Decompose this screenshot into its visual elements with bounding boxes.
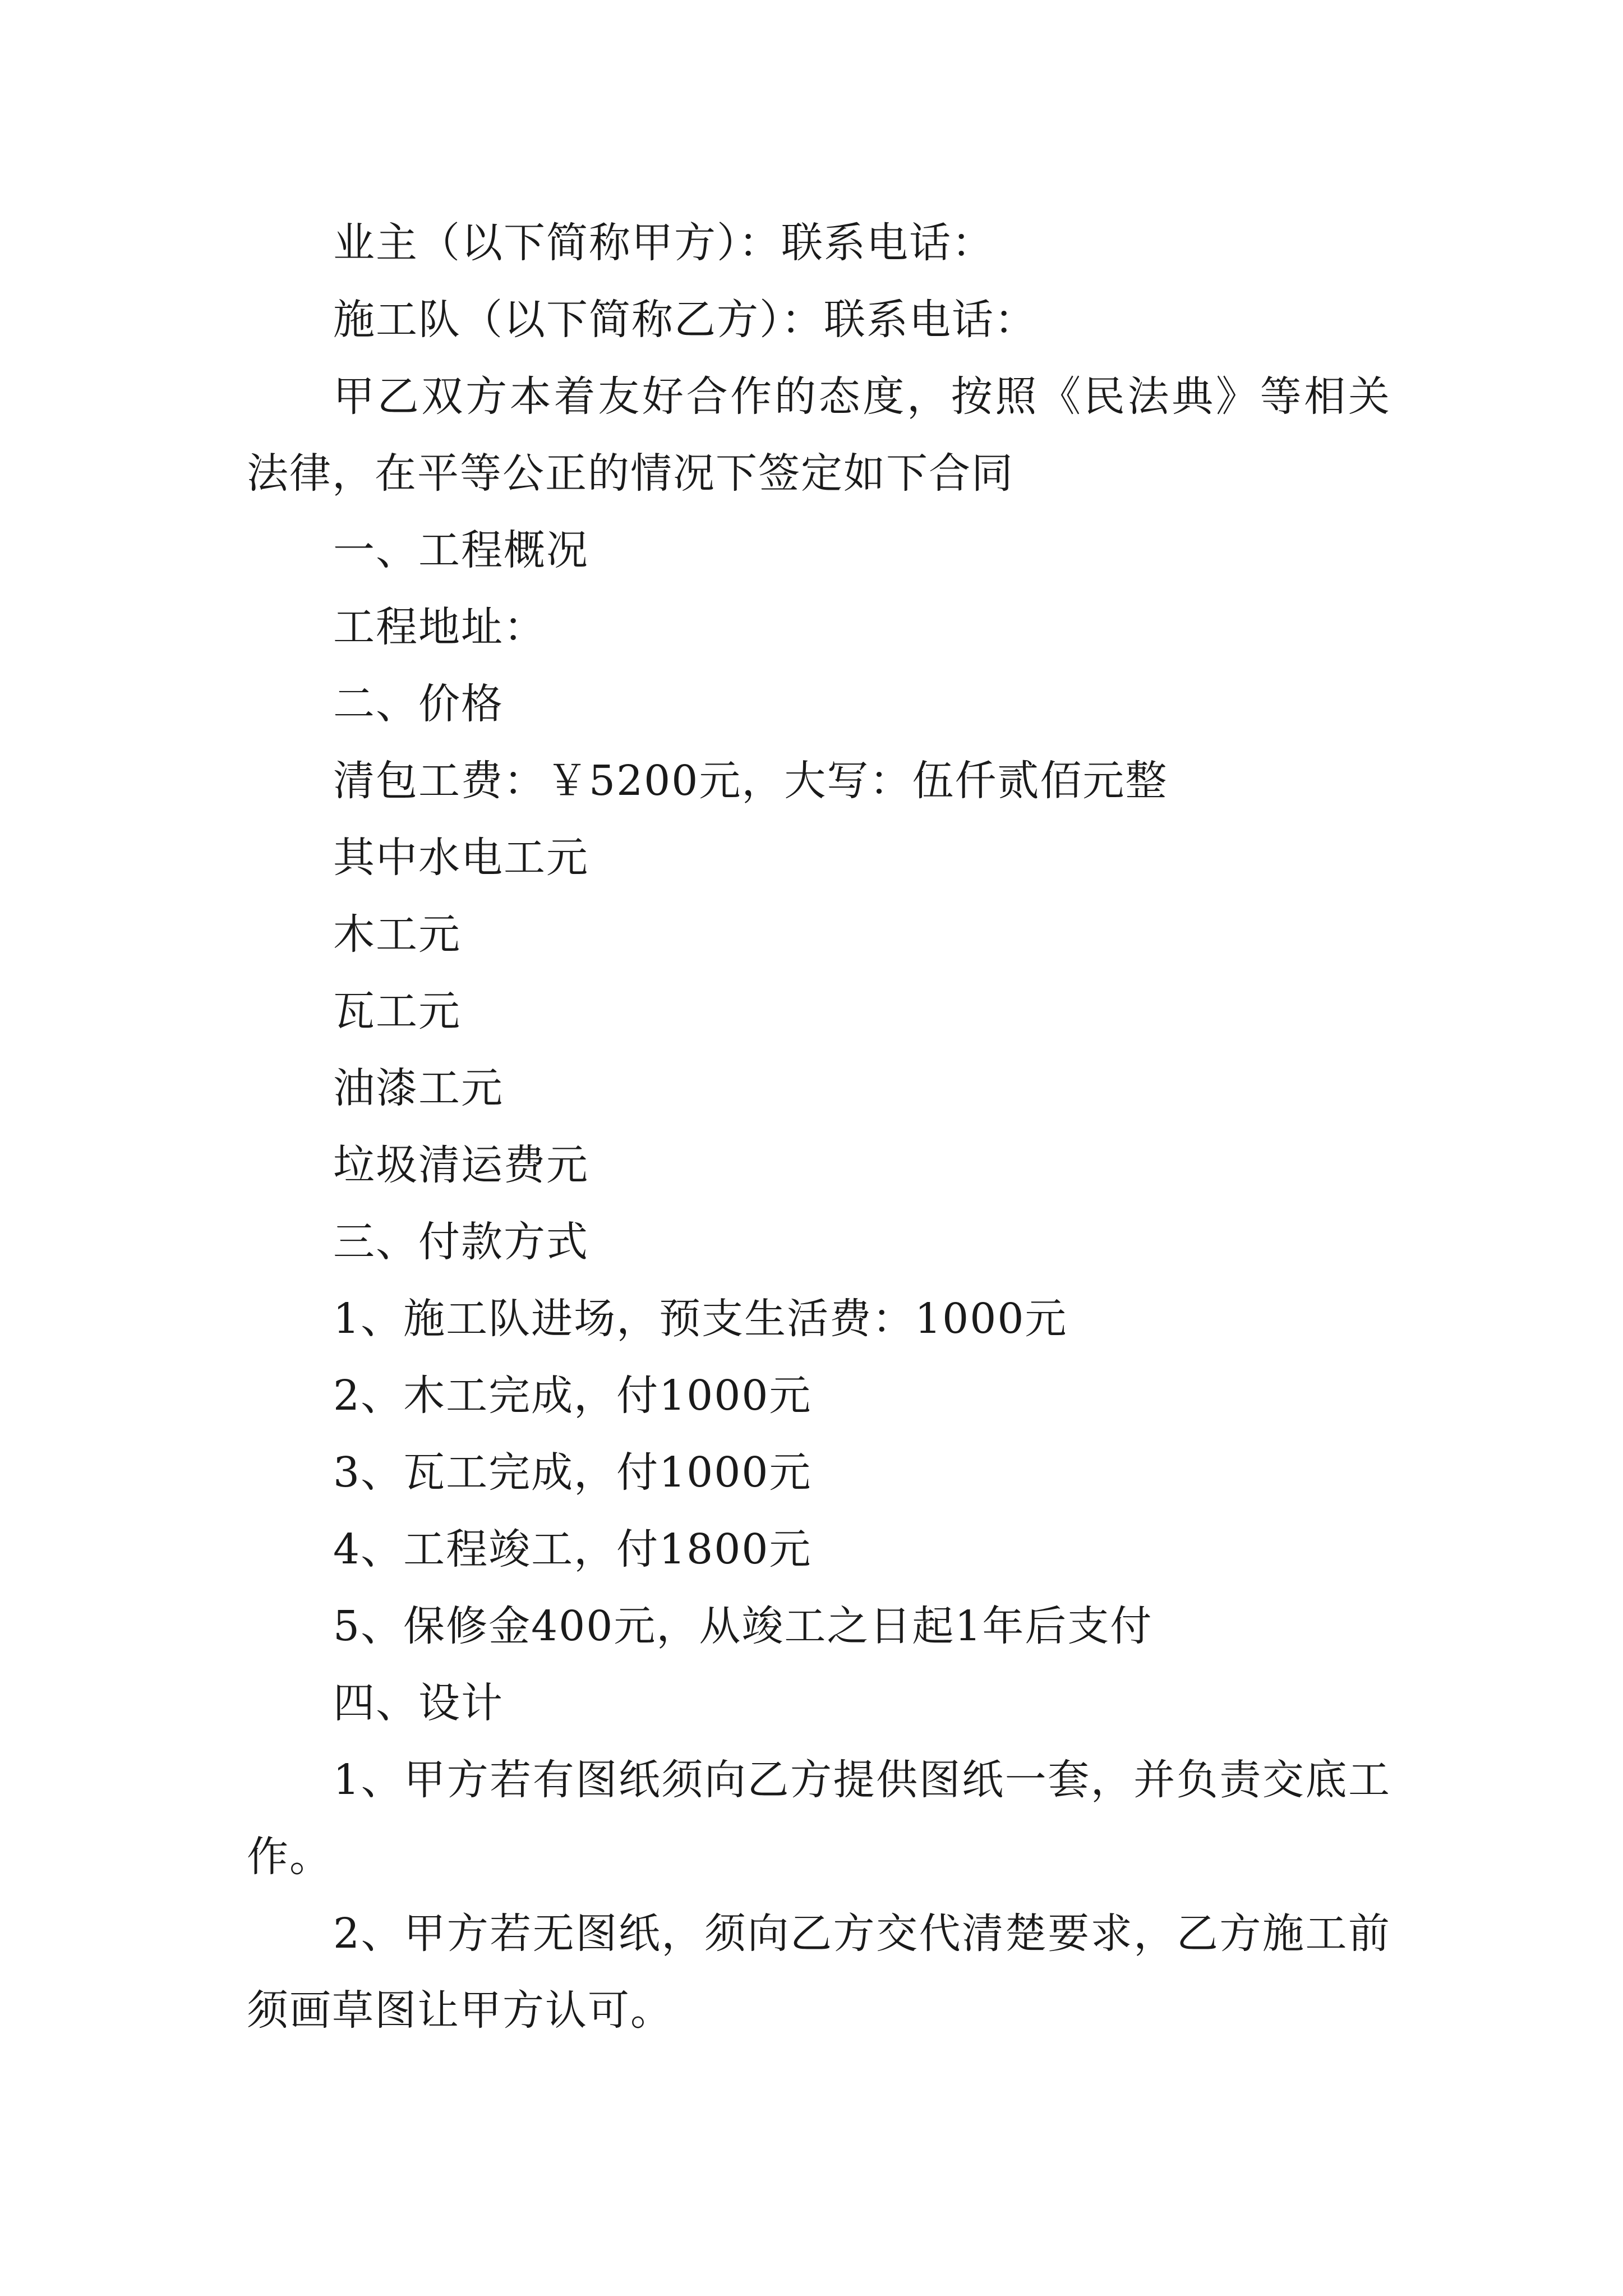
preamble-paragraph: 甲乙双方本着友好合作的态度，按照《民法典》等相关法律，在平等公正的情况下签定如下合同	[247, 372, 1391, 498]
carpentry-line: 木工元	[333, 910, 461, 959]
waste-removal-line: 垃圾清运费元	[333, 1141, 589, 1189]
party-b-line: 施工队（以下简称乙方）：联系电话：	[333, 296, 1037, 344]
payment-item-3: 3、瓦工完成，付1000元	[333, 1448, 812, 1497]
payment-item-2: 2、木工完成，付1000元	[333, 1372, 812, 1420]
section-heading-design: 四、设计	[333, 1679, 504, 1727]
contract-body	[247, 205, 1391, 2049]
section-heading-payment: 三、付款方式	[333, 1218, 589, 1266]
design-item-1: 1、甲方若有图纸须向乙方提供图纸一套，并负责交底工作。	[247, 1756, 1391, 1881]
painting-line: 油漆工元	[333, 1064, 504, 1112]
project-address-line: 工程地址：	[333, 603, 546, 651]
design-item-2: 2、甲方若无图纸，须向乙方交代清楚要求，乙方施工前须画草图让甲方认可。	[247, 1910, 1391, 2035]
payment-item-4: 4、工程竣工，付1800元	[333, 1525, 812, 1573]
section-heading-project-overview: 一、工程概况	[333, 526, 589, 574]
payment-item-5: 5、保修金400元，从竣工之日起1年后支付	[333, 1602, 1153, 1650]
section-heading-price: 二、价格	[333, 680, 504, 728]
party-a-line: 业主（以下简称甲方）：联系电话：	[333, 219, 994, 267]
payment-item-1: 1、施工队进场，预支生活费：1000元	[333, 1295, 1068, 1343]
labor-fee-line: 清包工费：￥5200元，大写：伍仟贰佰元整	[333, 757, 1168, 805]
plumbing-electric-line: 其中水电工元	[333, 834, 589, 882]
masonry-line: 瓦工元	[333, 987, 461, 1036]
